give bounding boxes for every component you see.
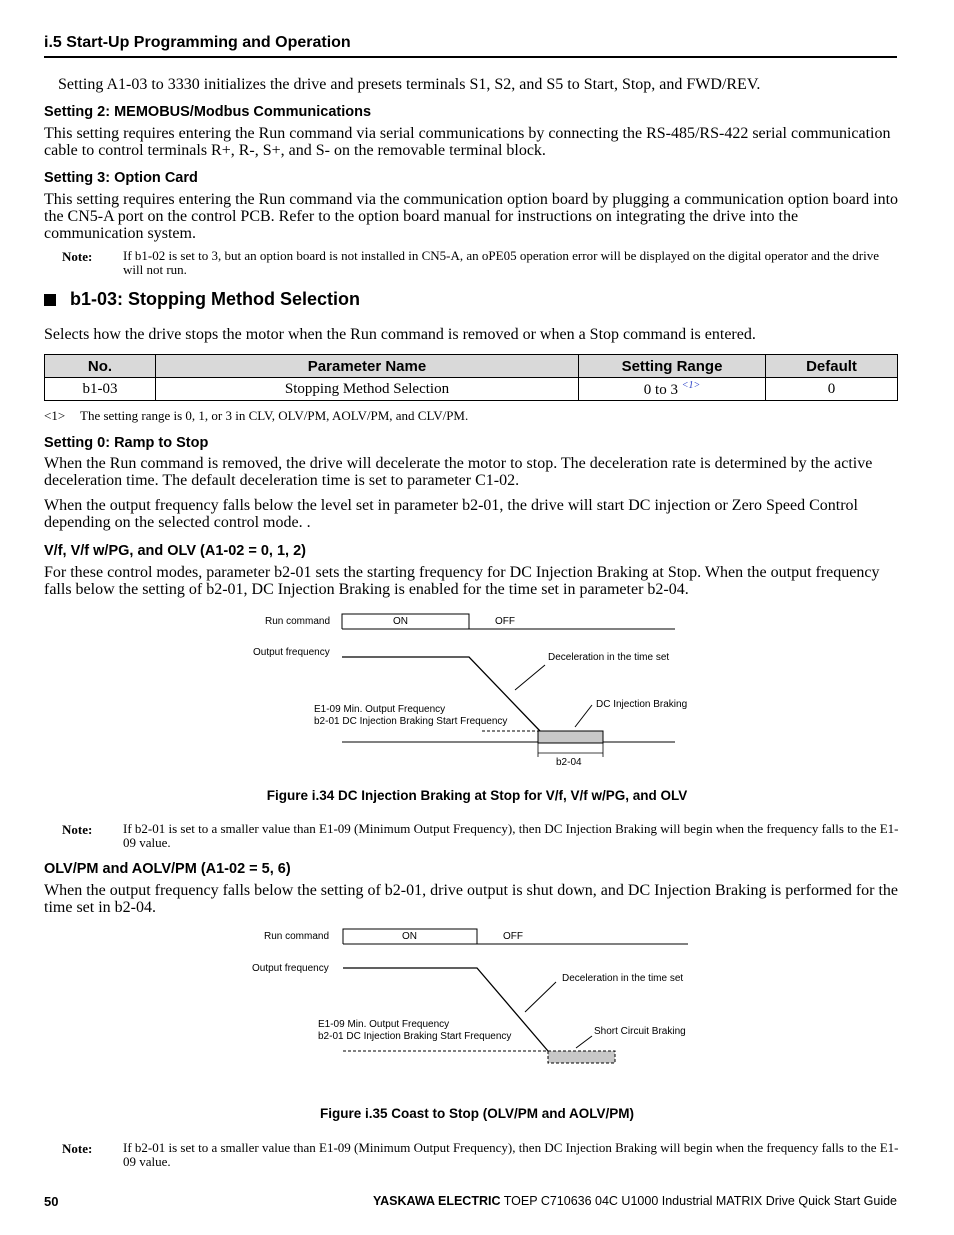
setting3-text: This setting requires entering the Run command via the communication option board by plugging a communication option board into the CN5-A port on the control PCB. Refer to the option board manual for instructions on integrating the drive into the communication system. xyxy=(44,191,899,242)
col-header-no: No. xyxy=(45,355,156,378)
fig2-on-label: ON xyxy=(402,931,417,942)
cell-range-value: 0 to 3 xyxy=(643,381,678,398)
setting0-heading: Setting 0: Ramp to Stop xyxy=(44,435,209,451)
table-footnote-marker: <1> xyxy=(44,408,66,423)
section-description: Selects how the drive stops the motor when the Run command is removed or when a Stop command is entered. xyxy=(44,326,756,343)
cell-no: b1-03 xyxy=(45,378,156,401)
footer-doc-title: TOEP C710636 04C U1000 Industrial MATRIX Drive Quick Start Guide xyxy=(503,1194,897,1208)
table-row xyxy=(45,378,898,401)
fig1-braking-block xyxy=(538,731,603,743)
fig1-braking-leader xyxy=(575,705,592,727)
olv-text: When the output frequency falls below the setting of b2-01, drive output is shut down, and DC Injection Braking is performed for the time set in b2-04. xyxy=(44,882,899,916)
fig1-on-label: ON xyxy=(393,616,408,627)
fig2-min-freq-label: E1-09 Min. Output Frequency xyxy=(318,1019,450,1030)
fig2-decel-label: Deceleration in the time set xyxy=(562,973,684,984)
note3-text: If b2-01 is set to a smaller value than E1-09 (Minimum Output Frequency), then DC Injection Braking will begin when the frequency falls to the E1-09 value. xyxy=(123,1140,899,1169)
intro-paragraph: Setting A1-03 to 3330 initializes the drive and presets terminals S1, S2, and S5 to Start, Stop, and FWD/REV. xyxy=(58,76,761,93)
fig1-decel-leader xyxy=(515,665,545,690)
cell-default: 0 xyxy=(766,378,898,401)
cell-name: Stopping Method Selection xyxy=(156,378,579,401)
figure2-caption: Figure i.35 Coast to Stop (OLV/PM and AOLV/PM) xyxy=(319,1106,634,1121)
range-footnote-link[interactable]: <1> xyxy=(681,379,701,391)
setting0-paragraph1: When the Run command is removed, the drive will decelerate the motor to stop. The deceleration rate is determined by the active deceleration time. The default deceleration time is set to parameter C1-02. xyxy=(44,455,873,489)
parameter-table xyxy=(44,354,898,401)
footer-doc-info xyxy=(373,1194,897,1208)
fig2-off-label: OFF xyxy=(503,931,523,942)
vf-text: For these control modes, parameter b2-01 sets the starting frequency for DC Injection Braking at Stop. When the output frequency falls below the setting of b2-01, DC Injection Braking is enabled for the time set in parameter b2-04. xyxy=(44,564,880,598)
olv-heading: OLV/PM and AOLV/PM (A1-02 = 5, 6) xyxy=(44,861,291,877)
section-heading-text: b1-03: Stopping Method Selection xyxy=(70,289,361,309)
setting2-text: This setting requires entering the Run command via serial communications by connecting the RS-485/RS-422 serial communication cable to control terminals R+, R-, S+, and S- on the removable terminal block. xyxy=(44,125,891,159)
fig2-start-freq-label: b2-01 DC Injection Braking Start Frequency xyxy=(318,1031,512,1042)
section-bullet-icon xyxy=(44,294,56,306)
col-header-name: Parameter Name xyxy=(156,355,579,378)
setting3-note-text: If b1-02 is set to 3, but an option board is not installed in CN5-A, an oPE05 operation error will be displayed on the digital operator and the drive will not run. xyxy=(123,248,880,277)
col-header-range: Setting Range xyxy=(579,355,766,378)
fig2-run-command-label: Run command xyxy=(264,931,330,942)
fig1-start-freq-label: b2-01 DC Injection Braking Start Frequency xyxy=(314,716,508,727)
setting3-heading: Setting 3: Option Card xyxy=(44,170,198,186)
section-heading xyxy=(44,289,360,310)
table-header-row xyxy=(45,355,898,378)
fig1-output-frequency-label: Output frequency xyxy=(253,647,330,658)
fig2-braking-label: Short Circuit Braking xyxy=(594,1026,686,1037)
footer-brand: YASKAWA ELECTRIC xyxy=(372,1194,501,1208)
section-header: i.5 Start-Up Programming and Operation xyxy=(44,34,351,51)
figure1-caption: Figure i.34 DC Injection Braking at Stop for V/f, V/f w/PG, and OLV xyxy=(266,788,688,803)
figure-dc-injection-braking xyxy=(0,605,954,780)
cell-range xyxy=(579,378,766,401)
fig1-decel-label: Deceleration in the time set xyxy=(548,652,670,663)
figure-coast-to-stop xyxy=(0,920,954,1095)
fig2-decel-leader xyxy=(525,982,556,1012)
fig2-braking-leader xyxy=(576,1036,592,1048)
note2-label: Note: xyxy=(62,822,93,837)
fig2-braking-block xyxy=(548,1051,615,1063)
page-number: 50 xyxy=(44,1194,59,1209)
note2-text: If b2-01 is set to a smaller value than E1-09 (Minimum Output Frequency), then DC Injection Braking will begin when the frequency falls to the E1-09 value. xyxy=(123,821,899,850)
fig2-output-frequency-label: Output frequency xyxy=(252,963,329,974)
setting3-note-label: Note: xyxy=(62,249,93,264)
header-rule xyxy=(44,56,897,58)
note3-label: Note: xyxy=(62,1141,93,1156)
vf-heading: V/f, V/f w/PG, and OLV (A1-02 = 0, 1, 2) xyxy=(44,543,307,559)
fig1-time-label: b2-04 xyxy=(556,757,582,768)
table-footnote-text: The setting range is 0, 1, or 3 in CLV, OLV/PM, AOLV/PM, and CLV/PM. xyxy=(80,408,469,423)
col-header-default: Default xyxy=(766,355,898,378)
fig1-braking-label: DC Injection Braking xyxy=(596,699,688,710)
fig1-run-command-label: Run command xyxy=(265,616,331,627)
fig1-off-label: OFF xyxy=(495,616,515,627)
setting2-heading: Setting 2: MEMOBUS/Modbus Communications xyxy=(44,104,372,120)
fig1-min-freq-label: E1-09 Min. Output Frequency xyxy=(314,704,446,715)
setting0-paragraph2: When the output frequency falls below the level set in parameter b2-01, the drive will start DC injection or Zero Speed Control depending on the selected control mode. . xyxy=(44,497,858,531)
